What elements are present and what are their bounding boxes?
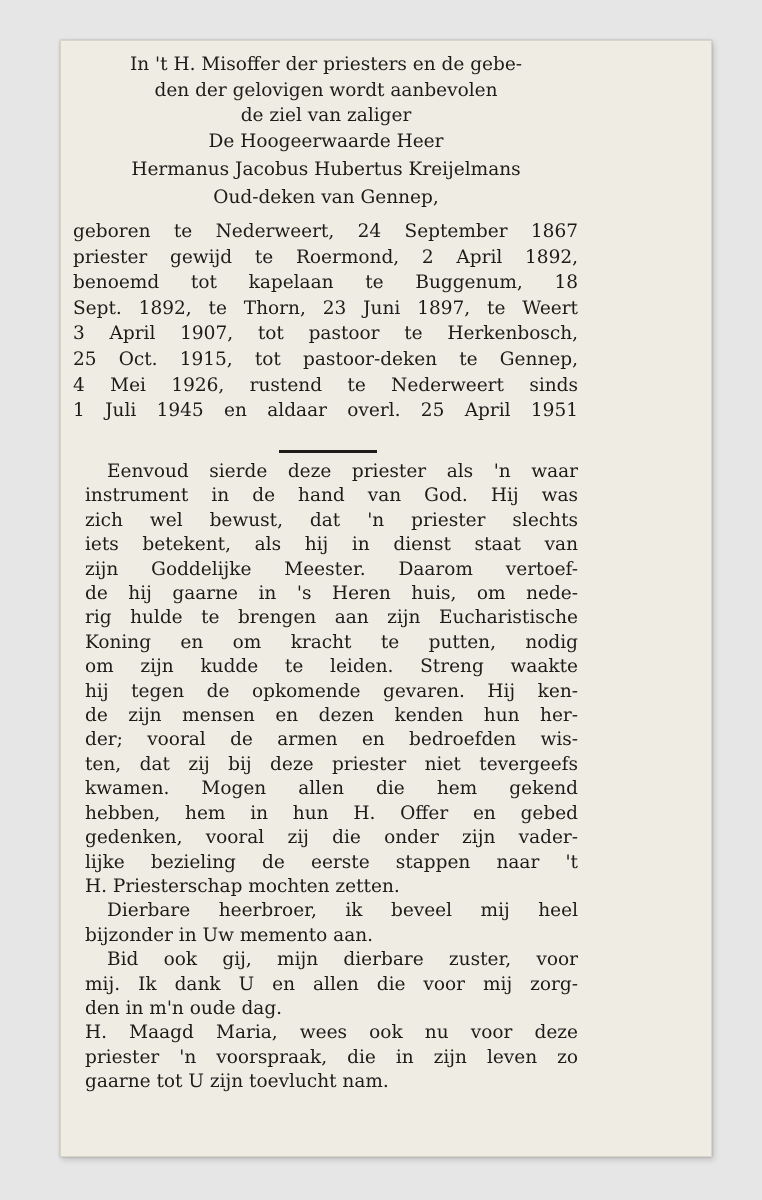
paragraph-line: zijn Goddelijke Meester. Daarom vertoef-	[85, 558, 578, 580]
paragraph-line: Koning en om kracht te putten, nodig	[85, 631, 578, 653]
eulogy-text	[85, 460, 578, 1095]
bio-line: geboren te Nederweert, 24 September 1867	[73, 221, 578, 242]
paragraph-line: zich wel bewust, dat 'n priester slechts	[85, 509, 578, 531]
bio-line: Sept. 1892, te Thorn, 23 Juni 1897, te Weert	[73, 297, 578, 319]
paragraph-line: rig hulde te brengen aan zijn Eucharistische	[85, 607, 578, 629]
section-divider	[279, 450, 377, 453]
paragraph-line: gedenken, vooral zij die onder zijn vader-	[85, 827, 578, 849]
paragraph-line: de hij gaarne in 's Heren huis, om nede-	[85, 583, 578, 605]
paragraph-line: Bid ook gij, mijn dierbare zuster, voor	[107, 949, 578, 971]
paragraph-line: Eenvoud sierde deze priester als 'n waar	[107, 461, 578, 482]
paragraph-line: H. Maagd Maria, wees ook nu voor deze	[85, 1022, 578, 1044]
paragraph-line: priester 'n voorspraak, die in zijn leven zo	[85, 1046, 578, 1068]
bio-line: priester gewijd te Roermond, 2 April 1892,	[73, 246, 578, 268]
paragraph-line: instrument in de hand van God. Hij was	[85, 485, 578, 507]
header-line: De Hoogeerwaarde Heer	[208, 130, 444, 152]
header-line: de ziel van zaliger	[240, 105, 412, 127]
paragraph-line: lijke bezieling de eerste stappen naar 't	[85, 851, 578, 873]
paragraph-line: der; vooral de armen en bedroefden wis-	[85, 729, 578, 751]
paragraph-line: iets betekent, als hij in dienst staat van	[85, 534, 578, 556]
bio-line: 3 April 1907, tot pastoor te Herkenbosch,	[73, 323, 578, 345]
header-line: den der gelovigen wordt aanbevolen	[154, 79, 498, 101]
paragraph-line: ten, dat zij bij deze priester niet tevergeefs	[85, 753, 578, 775]
paragraph-line: de zijn mensen en dezen kenden hun her-	[85, 705, 578, 727]
paragraph-line: mij. Ik dank U en allen die voor mij zorg-	[85, 973, 578, 995]
paragraph-line: gaarne tot U zijn toevlucht nam.	[85, 1071, 389, 1093]
paragraph-line: hebben, hem in hun H. Offer en gebed	[85, 802, 578, 824]
bio-line: 25 Oct. 1915, tot pastoor-deken te Gennep,	[73, 348, 578, 370]
paragraph-line: den in m'n oude dag.	[85, 997, 283, 1019]
paragraph-line: hij tegen de opkomende gevaren. Hij ken-	[85, 680, 578, 702]
paragraph-line: bijzonder in Uw memento aan.	[85, 924, 374, 946]
card-header	[70, 52, 582, 211]
biography	[73, 219, 578, 424]
paragraph-line: kwamen. Mogen allen die hem gekend	[85, 778, 578, 800]
header-line: In 't H. Misoffer der priesters en de gebe-	[129, 54, 523, 75]
bio-line: 4 Mei 1926, rustend te Nederweert sinds	[73, 374, 578, 396]
paragraph-line: H. Priesterschap mochten zetten.	[85, 875, 400, 897]
deceased-name: Hermanus Jacobus Hubertus Kreijelmans	[131, 159, 521, 181]
bio-line: 1 Juli 1945 en aldaar overl. 25 April 1951	[73, 400, 578, 422]
paragraph-line: Dierbare heerbroer, ik beveel mij heel	[107, 900, 578, 922]
bio-line: benoemd tot kapelaan te Buggenum, 18	[73, 272, 578, 294]
paragraph-line: om zijn kudde te leiden. Streng waakte	[85, 656, 578, 678]
deceased-title: Oud-deken van Gennep,	[213, 187, 439, 209]
